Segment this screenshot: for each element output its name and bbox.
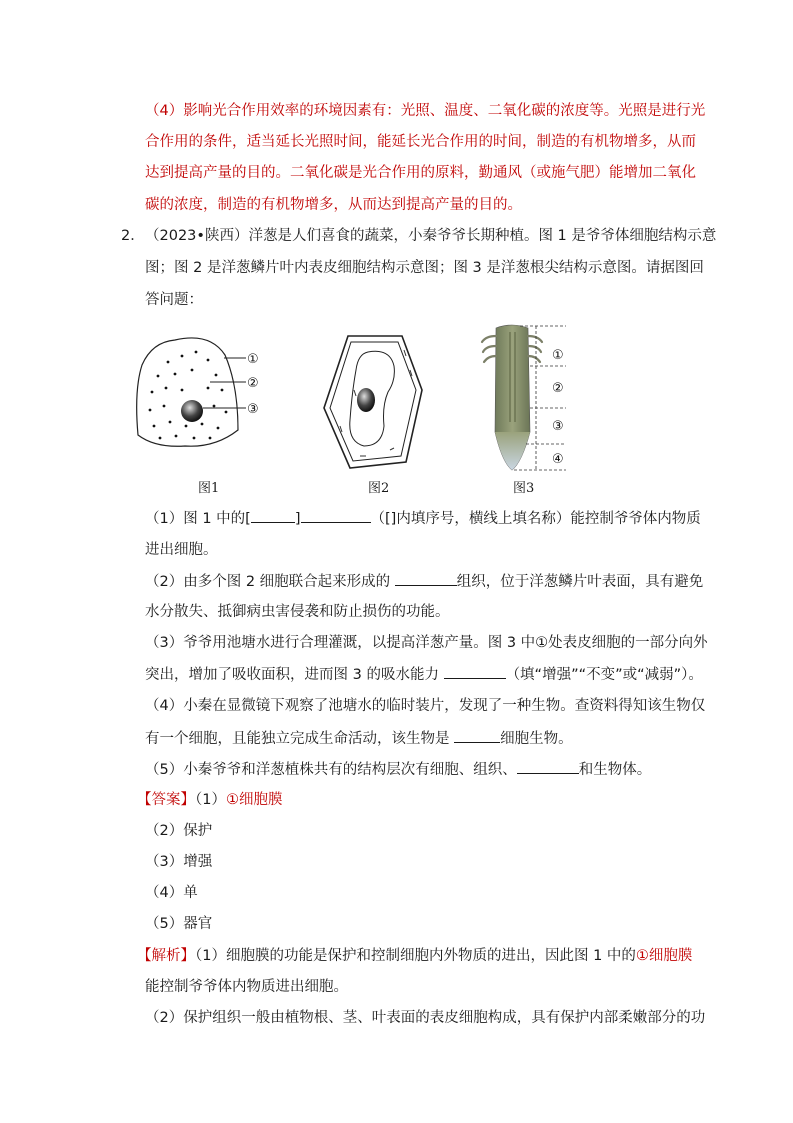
q1-text-a: （1）图 1 中的[: [145, 511, 251, 527]
answer-line-2: （2）保护: [145, 823, 213, 839]
q5-blank[interactable]: [517, 759, 579, 774]
q1-text-c: （[]内填序号，横线上填名称）能控制爷爷体内物质: [370, 511, 701, 527]
answer-1-prefix: （1）: [195, 792, 226, 808]
figure-1-caption: 图1: [198, 481, 220, 496]
q3-blank[interactable]: [444, 664, 506, 679]
analysis-line-1: [137, 946, 693, 966]
figure-2-onion-cell: [320, 330, 425, 475]
prev-answer-line-2: 合作用的条件，适当延长光照时间，能延长光合作用的时间，制造的有机物增多，从而: [145, 134, 696, 150]
q2-text-a: （2）由多个图 2 细胞联合起来形成的: [145, 574, 395, 590]
figure-1-animal-cell: [130, 330, 280, 475]
fig3-label-4: ④: [552, 452, 564, 467]
answer-line-3: （3）增强: [145, 854, 213, 870]
answer-tag: 【答案】: [137, 792, 195, 808]
sub-question-3: （3）爷爷用池塘水进行合理灌溉，以提高洋葱产量。图 3 中①处表皮细胞的一部分向外: [145, 635, 708, 651]
analysis-tag: 【解析】: [137, 948, 195, 964]
sub-question-1: [145, 508, 701, 529]
figure-2-caption: 图2: [368, 481, 390, 496]
fig1-label-2: ②: [247, 376, 259, 391]
q3-text-c: （填“增强”“不变”或“减弱”）。: [505, 667, 703, 683]
fig3-label-1: ①: [552, 348, 564, 363]
figure-3-root-tip: [478, 322, 588, 472]
analysis-1-text: （1）细胞膜的功能是保护和控制细胞内外物质的进出，因此图 1 中的: [195, 948, 636, 964]
answer-1-value: ①细胞膜: [225, 792, 283, 808]
sub-question-3-cont: [145, 664, 703, 685]
answer-line-4: （4）单: [145, 885, 198, 901]
sub-question-4: （4）小秦在显微镜下观察了池塘水的临时装片，发现了一种生物。查资料得知该生物仅: [145, 698, 706, 714]
fig1-label-3: ③: [247, 402, 259, 417]
fig3-label-2: ②: [552, 381, 564, 396]
q5-text-b: 和生物体。: [578, 762, 652, 778]
prev-answer-line-1: （4）影响光合作用效率的环境因素有：光照、温度、二氧化碳的浓度等。光照是进行光: [145, 103, 706, 119]
question-number: 2．: [121, 228, 145, 244]
prev-answer-line-4: 碳的浓度，制造的有机物增多，从而达到提高产量的目的。: [145, 197, 522, 213]
sub-question-1-cont: 进出细胞。: [145, 542, 218, 558]
q4-text-c: 细胞生物。: [500, 731, 573, 747]
analysis-line-2: （2）保护组织一般由植物根、茎、叶表面的表皮细胞构成，具有保护内部柔嫩部分的功: [145, 1010, 706, 1026]
fig1-label-1: ①: [247, 352, 259, 367]
q5-text-a: （5）小秦爷爷和洋葱植株共有的结构层次有细胞、组织、: [145, 762, 517, 778]
q4-text-b: 有一个细胞，且能独立完成生命活动，该生物是: [145, 731, 455, 747]
q1-blank-number[interactable]: [251, 508, 295, 523]
figure-3-caption: 图3: [513, 481, 535, 496]
sub-question-4-cont: [145, 728, 685, 749]
analysis-1-highlight: ①细胞膜: [635, 948, 693, 964]
question-line-3: 答问题：: [145, 292, 203, 308]
q1-text-b: ]: [294, 511, 301, 527]
answer-line-1: [137, 790, 677, 810]
sub-question-2-cont: 水分散失、抵御病虫害侵袭和防止损伤的功能。: [145, 604, 450, 620]
prev-answer-line-3: 达到提高产量的目的。二氧化碳是光合作用的原料，勤通风（或施气肥）能增加二氧化: [145, 165, 696, 181]
q2-blank[interactable]: [395, 571, 457, 586]
sub-question-2: [145, 571, 704, 592]
q2-text-b: 组织，位于洋葱鳞片叶表面，具有避免: [456, 574, 704, 590]
q3-text-b: 突出，增加了吸收面积，进而图 3 的吸水能力: [145, 667, 444, 683]
answer-line-5: （5）器官: [145, 916, 213, 932]
sub-question-5: [145, 759, 685, 780]
q1-blank-name[interactable]: [301, 508, 371, 523]
fig3-label-3: ③: [552, 419, 564, 434]
question-line-1: （2023•陕西）洋葱是人们喜食的蔬菜，小秦爷爷长期种植。图 1 是爷爷体细胞结构示意: [145, 228, 717, 244]
q4-blank[interactable]: [454, 728, 500, 743]
question-line-2: 图；图 2 是洋葱鳞片叶内表皮细胞结构示意图；图 3 是洋葱根尖结构示意图。请据图回: [145, 260, 704, 276]
analysis-line-1-cont: 能控制爷爷体内物质进出细胞。: [145, 979, 348, 995]
